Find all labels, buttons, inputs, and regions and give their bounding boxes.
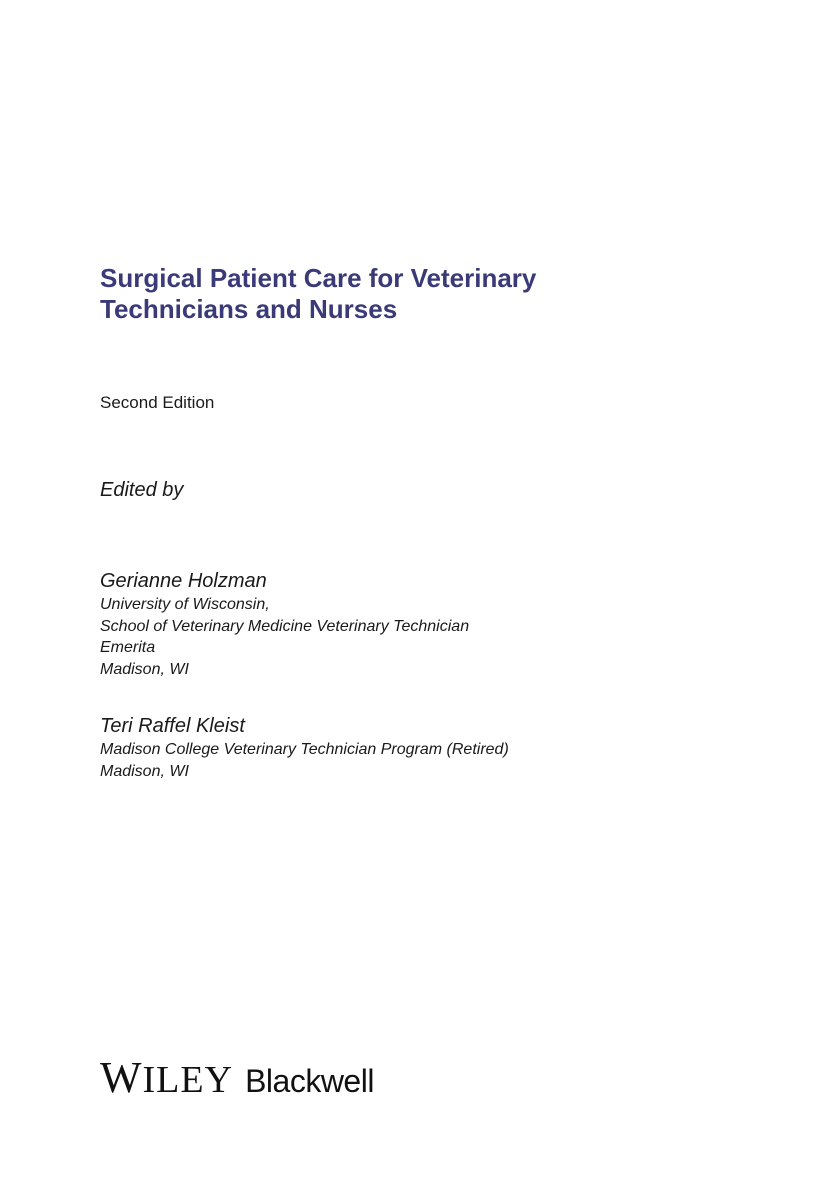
editor-block-2: [100, 714, 740, 782]
editor-affiliation-line: School of Veterinary Medicine Veterinary Technician: [100, 617, 470, 635]
wiley-wordmark: [100, 1053, 234, 1102]
book-title-line-1: Surgical Patient Care for Veterinary: [100, 263, 537, 293]
editor-affiliation-line: Madison College Veterinary Technician Program (Retired): [100, 741, 509, 758]
book-title: [100, 263, 720, 325]
editor-affiliation-line: University of Wisconsin,: [100, 596, 270, 613]
book-title-line-2: Technicians and Nurses: [100, 294, 398, 324]
editor-name: Gerianne Holzman: [100, 570, 267, 592]
editor-affiliation-line: Madison, WI: [100, 660, 189, 678]
edited-by-label: Edited by: [100, 479, 184, 501]
editor-name: Teri Raffel Kleist: [100, 715, 245, 737]
editor-affiliation-line: Emerita: [100, 639, 156, 656]
blackwell-wordmark: Blackwell: [245, 1063, 374, 1099]
editor-affiliation-line: Madison, WI: [100, 762, 189, 780]
wiley-initial: W: [100, 1053, 143, 1102]
editor-block-1: [100, 569, 740, 680]
wiley-rest: ILEY: [142, 1059, 234, 1101]
edition-label: Second Edition: [100, 393, 215, 412]
publisher-logo: [100, 1053, 374, 1103]
